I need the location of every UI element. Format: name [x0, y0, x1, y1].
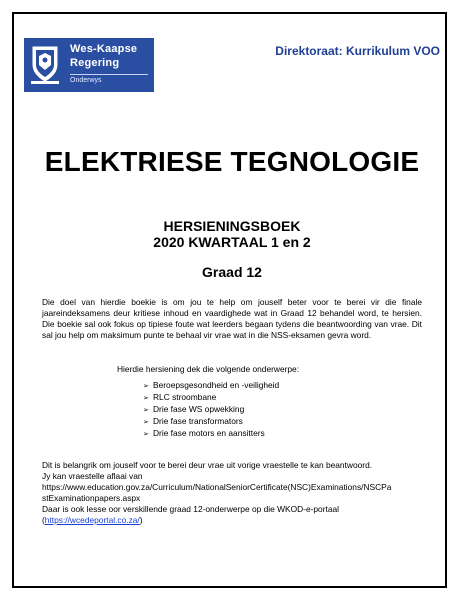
arrow-bullet-icon: ➢ — [143, 419, 149, 426]
papers-url-line2: stExaminationpapers.aspx — [42, 493, 141, 503]
topic-label: RLC stroombane — [153, 392, 217, 402]
closing-section — [42, 460, 427, 526]
logo-text-regering: Regering — [70, 57, 120, 69]
logo-text-onderwys: Onderwys — [70, 77, 102, 84]
topics-list — [143, 380, 279, 440]
list-item — [143, 428, 279, 440]
topic-label: Beroepsgesondheid en -veiligheid — [153, 380, 280, 390]
arrow-bullet-icon: ➢ — [143, 407, 149, 414]
closing-line-portal: Daar is ook lesse oor verskillende graad 12-onderwerpe op die WKOD-e-portaal — [42, 504, 339, 514]
arrow-bullet-icon: ➢ — [143, 383, 149, 390]
document-subtitle: HERSIENINGSBOEK — [163, 218, 301, 234]
portal-link-line — [42, 515, 427, 526]
intro-paragraph: Die doel van hierdie boekie is om jou te help om jouself beter voor te berei vir die finale jaareindeksamens deur kritiese inhoud en vaardighede wat in Graad 12 behandel word, te hersien. Die boekie sal ook fokus op tipiese foute wat leerders begaan tydens die beantwoording van vrae. Dit sal jou help om maksimum punte te behaal vir vrae wat in die NSS-eksamen gevra word. — [42, 297, 422, 340]
topic-label: Drie fase WS opwekking — [153, 404, 245, 414]
closing-line-download: Jy kan vraestelle aflaai van — [42, 471, 143, 481]
topic-label: Drie fase motors en aansitters — [153, 428, 265, 438]
list-item — [143, 380, 279, 392]
document-title: ELEKTRIESE TEGNOLOGIE — [44, 146, 420, 177]
document-grade: Graad 12 — [202, 264, 262, 280]
coat-of-arms-icon — [27, 41, 63, 85]
list-item — [143, 416, 279, 428]
topics-lead: Hierdie hersiening dek die volgende onderwerpe: — [117, 364, 300, 374]
topic-label: Drie fase transformators — [153, 416, 243, 426]
paren-open: ( — [42, 515, 45, 525]
e-portal-link[interactable]: https://wcedeportal.co.za/ — [44, 515, 140, 525]
directorate-heading: Direktoraat: Kurrikulum VOO — [275, 44, 440, 58]
document-term: 2020 KWARTAAL 1 en 2 — [153, 234, 311, 250]
arrow-bullet-icon: ➢ — [143, 395, 149, 402]
logo-divider — [70, 74, 148, 75]
list-item — [143, 392, 279, 404]
closing-line-prepare: Dit is belangrik om jouself voor te berei deur vrae uit vorige vraestelle te kan beantwoord. — [42, 460, 373, 470]
logo-text-wes-kaapse: Wes-Kaapse — [70, 43, 138, 55]
papers-url-line1: https://www.education.gov.za/Curriculum/NationalSeniorCertificate(NSC)Examinations/NSCPa — [42, 482, 392, 492]
list-item — [143, 404, 279, 416]
paren-close: ) — [139, 515, 143, 525]
wced-logo — [24, 38, 154, 92]
arrow-bullet-icon: ➢ — [143, 431, 149, 438]
